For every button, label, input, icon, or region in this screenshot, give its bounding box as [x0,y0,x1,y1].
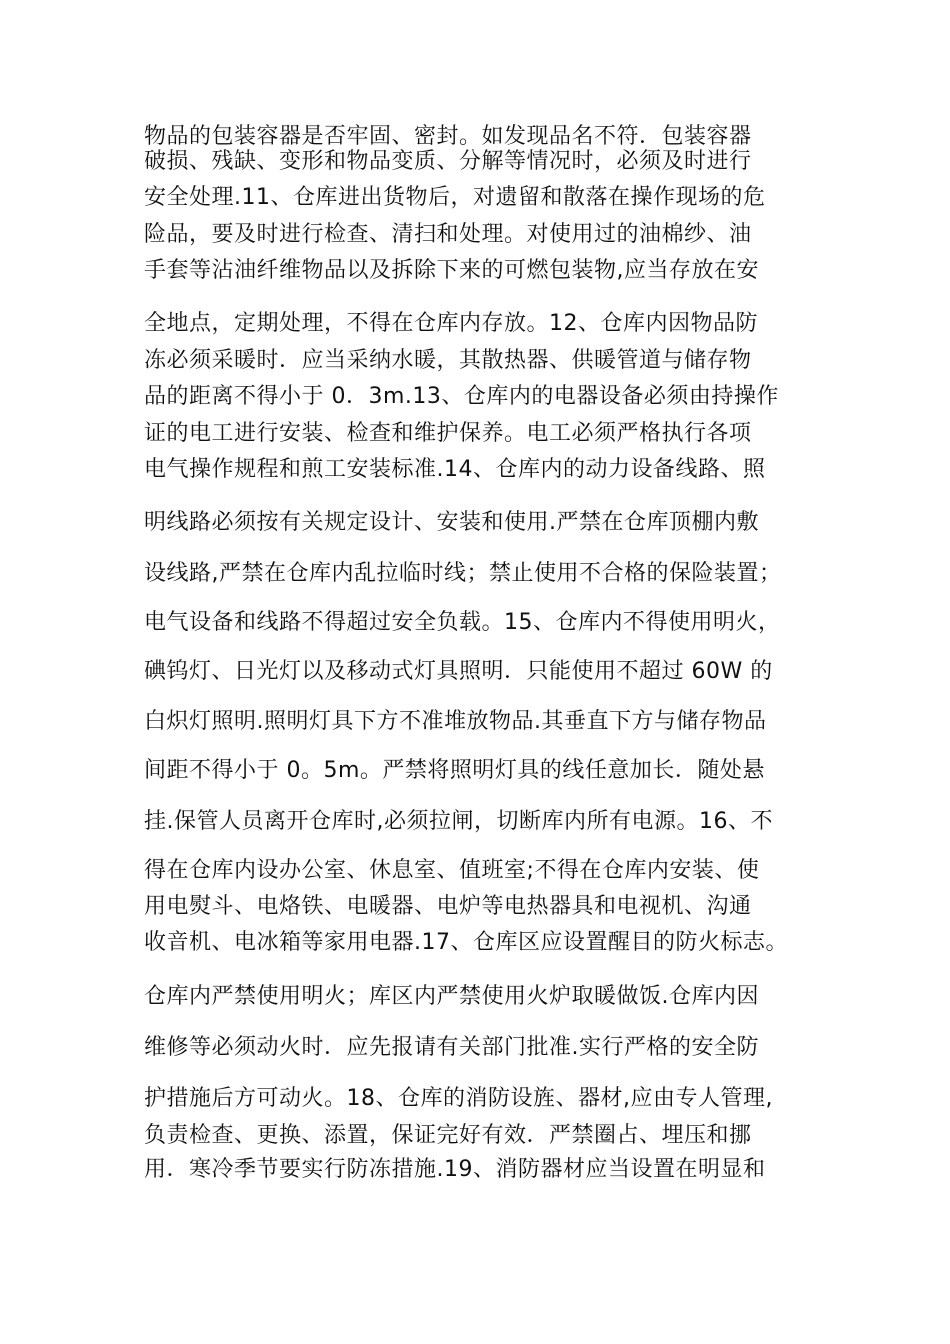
text-line: 设线路,严禁在仓库内乱拉临时线；禁止使用不合格的保险装置； [144,561,782,586]
text-line: 用电熨斗、电烙铁、电暖器、电炉等电热器具和电视机、沟通 [144,894,752,919]
text-line: 安全处理.11、仓库进出货物后，对遗留和散落在操作现场的危 [144,185,766,210]
text-line: 用．寒冷季节要实行防冻措施.19、消防器材应当设置在明显和 [144,1157,766,1182]
text-line: 间距不得小于 0。5m。严禁将照明灯具的线任意加长．随处悬 [144,758,765,783]
text-line: 得在仓库内设办公室、休息室、值班室;不得在仓库内安装、使 [144,858,760,883]
text-line: 电气设备和线路不得超过安全负载。15、仓库内不得使用明火， [144,610,781,635]
text-line: 维修等必须动火时．应先报请有关部门批准.实行严格的安全防 [144,1035,759,1060]
text-line: 收音机、电冰箱等家用电器.17、仓库区应设置醒目的防火标志。 [144,930,788,955]
text-line: 仓库内严禁使用明火；库区内严禁使用火炉取暖做饭.仓库内因 [144,984,759,1009]
text-line: 碘钨灯、日光灯以及移动式灯具照明．只能使用不超过 60W 的 [144,659,773,684]
text-line: 品的距离不得小于 0．3m.13、仓库内的电器设备必须由持操作 [144,384,779,409]
text-line: 手套等沾油纤维物品以及拆除下来的可燃包装物,应当存放在安 [144,258,759,283]
text-line: 破损、残缺、变形和物品变质、分解等情况时，必须及时进行 [144,149,752,174]
text-line: 全地点，定期处理，不得在仓库内存放。12、仓库内因物品防 [144,311,758,336]
text-line: 电气操作规程和煎工安装标准.14、仓库内的动力设备线路、照 [144,457,766,482]
text-line: 险品，要及时进行检查、清扫和处理。对使用过的油棉纱、油 [144,222,752,247]
text-line: 明线路必须按有关规定设计、安装和使用.严禁在仓库顶棚内敷 [144,510,759,535]
text-line: 证的电工进行安装、检查和维护保养。电工必须严格执行各项 [144,421,752,446]
text-line: 挂.保管人员离开仓库时,必须拉闸，切断库内所有电源。16、不 [144,809,773,834]
text-line: 护措施后方可动火。18、仓库的消防设旌、器材,应由专人管理, [144,1086,773,1111]
text-line: 物品的包装容器是否牢固、密封。如发现品名不符．包装容器 [144,124,752,149]
text-line: 冻必须采暖时．应当采纳水暖，其散热器、供暖管道与储存物 [144,348,752,373]
text-line: 白炽灯照明.照明灯具下方不准堆放物品.其垂直下方与储存物品 [144,709,767,734]
text-line: 负责检查、更换、添置，保证完好有效．严禁圈占、埋压和挪 [144,1123,752,1148]
